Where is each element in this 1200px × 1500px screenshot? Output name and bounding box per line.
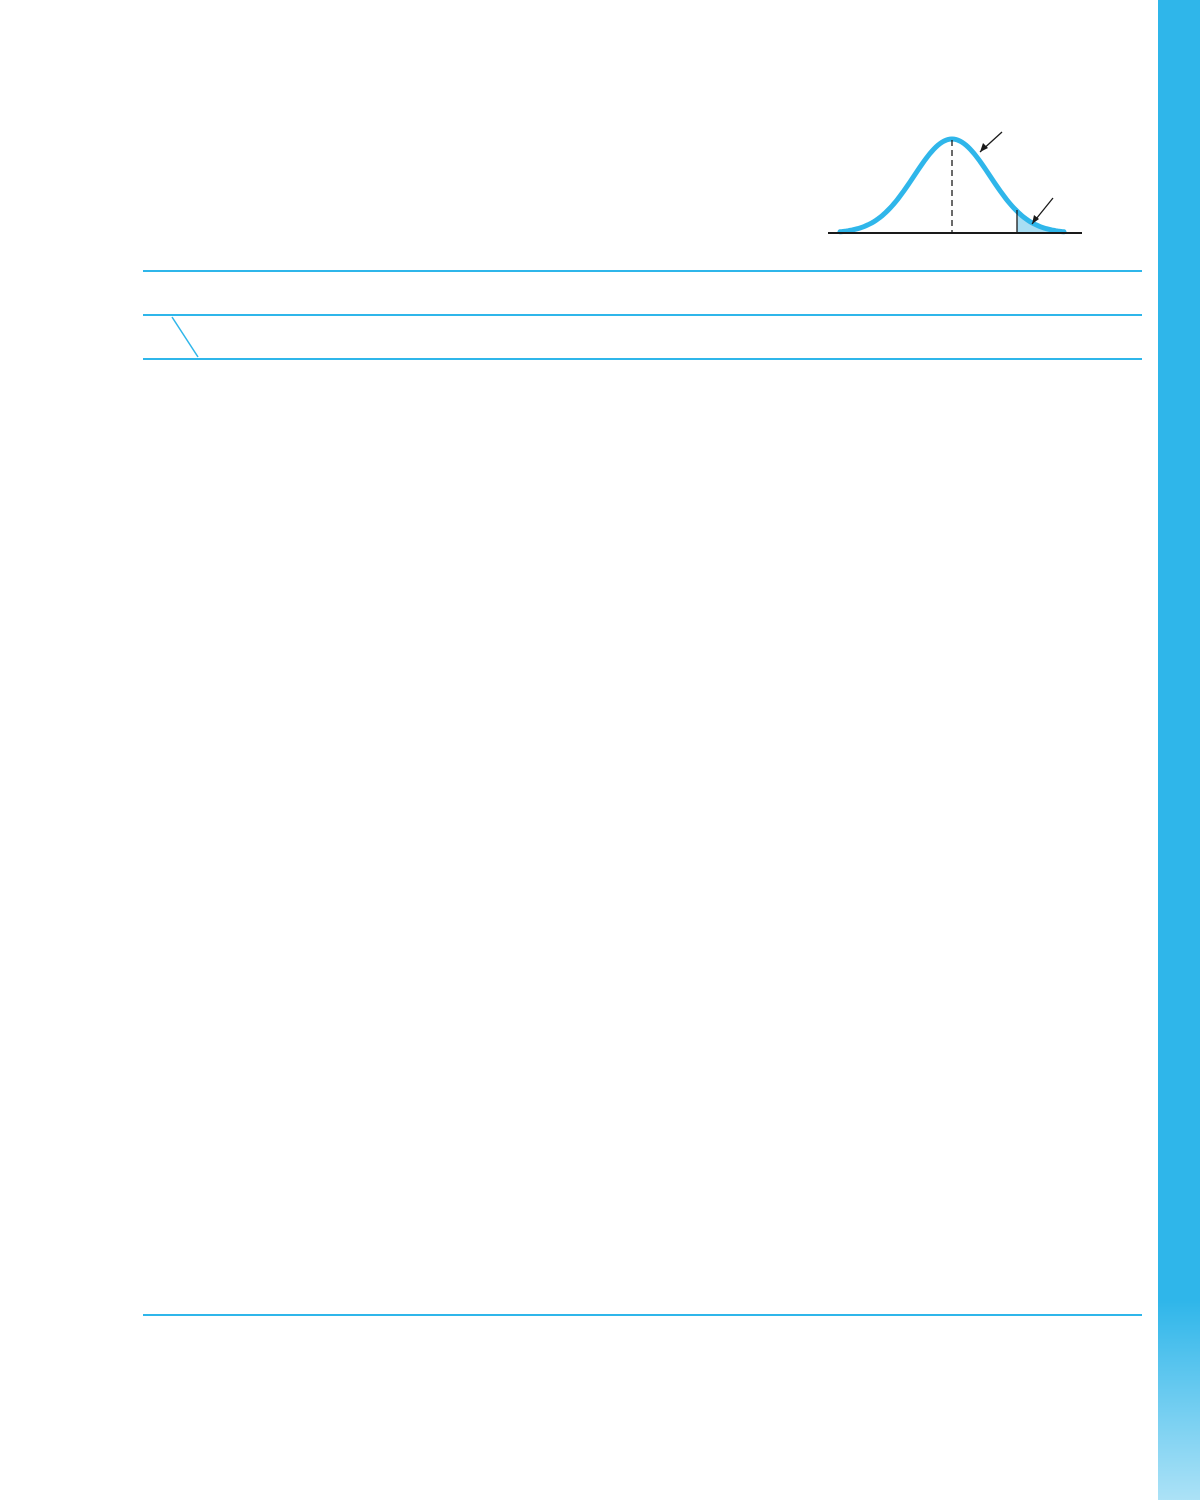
alpha-rule [143,314,1142,316]
t-density-figure [820,110,1150,260]
side-color-band [1158,0,1200,1500]
table-bottom-rule [143,1314,1142,1316]
header-bottom-rule [143,358,1142,360]
side-band-fade [1158,1300,1200,1500]
curve-arrow-head [980,143,988,152]
density-curve-graphic [820,110,1150,260]
header-diagonal [170,315,202,359]
table-top-rule [143,270,1142,272]
table-title [143,113,165,135]
running-header [1108,54,1142,72]
